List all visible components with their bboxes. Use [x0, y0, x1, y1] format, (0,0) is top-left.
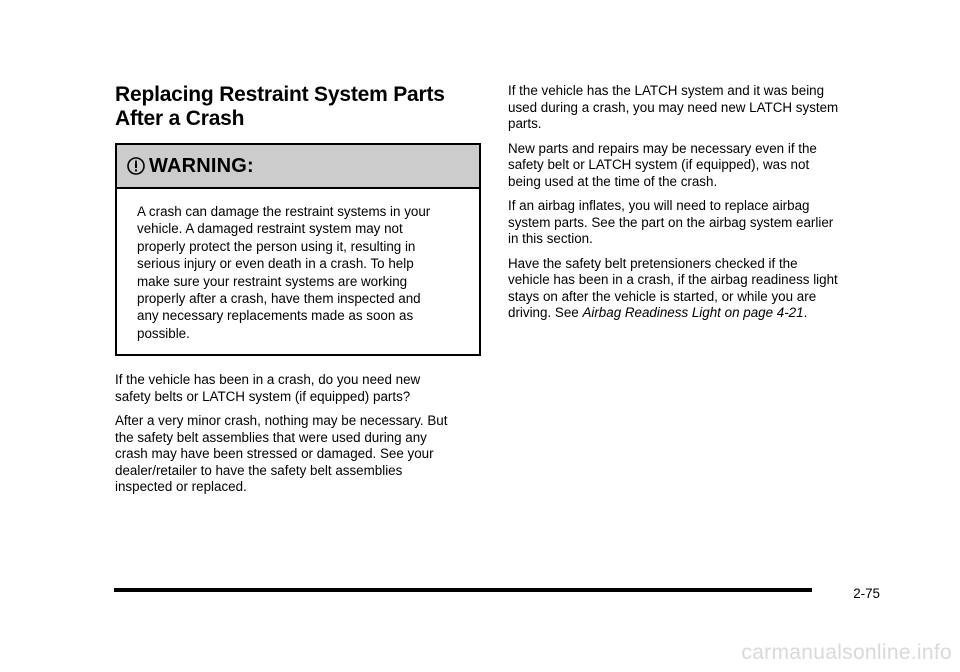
paragraph-minor-crash: After a very minor crash, nothing may be necessary. But the safety belt assemblies that were used during any crash may have been stressed or damaged. See your dealer/retailer to have the safety belt assemblies inspected or replaced. — [115, 413, 448, 495]
footer-rule — [114, 588, 812, 592]
warning-line: properly protect the person using it, resulting in — [137, 238, 416, 254]
warning-line: possible. — [137, 325, 190, 341]
paragraph-latch: If the vehicle has the LATCH system and it was being used during a crash, you may need new LATCH system parts. — [508, 83, 839, 131]
warning-text — [117, 189, 479, 354]
warning-header — [117, 145, 479, 189]
page-number: 2-75 — [853, 586, 880, 601]
section-heading — [115, 83, 481, 131]
warning-box — [115, 143, 481, 356]
warning-label: WARNING: — [149, 154, 254, 177]
warning-line: vehicle. A damaged restraint system may not — [137, 221, 403, 237]
warning-line: serious injury or even death in a crash. To help — [137, 256, 414, 272]
left-paragraphs — [115, 372, 481, 496]
paragraph-airbag: If an airbag inflates, you will need to replace airbag system parts. See the part on the airbag system earlier in this section. — [508, 198, 834, 246]
warning-line: A crash can damage the restraint systems in your — [137, 204, 431, 219]
pretensioner-last-line: driving. See Airbag Readiness Light on page 4-21. — [508, 305, 808, 320]
warning-line: any necessary replacements made as soon as — [137, 308, 414, 324]
watermark: carmanualsonline.info — [741, 641, 952, 664]
paragraph-pretensioners: Have the safety belt pretensioners checked if the vehicle has been in a crash, if the airbag readiness light stays on after the vehicle is started, or while you are driving. See Airbag Readiness Light on page 4-21. — [508, 256, 878, 322]
left-column — [115, 83, 481, 504]
right-column — [508, 83, 878, 330]
paragraph-crash-question: If the vehicle has been in a crash, do you need new safety belts or LATCH system (if equipped) parts? — [115, 372, 421, 404]
airbag-readiness-light-link[interactable]: Airbag Readiness Light on page 4-21 — [582, 305, 804, 320]
warning-triangle-icon — [127, 157, 145, 175]
warning-line: make sure your restraint systems are working — [137, 273, 408, 289]
heading-line-1: Replacing Restraint System Parts — [115, 83, 445, 106]
heading-line-2: After a Crash — [115, 107, 245, 130]
warning-line: properly after a crash, have them inspected and — [137, 291, 421, 307]
paragraph-new-parts: New parts and repairs may be necessary even if the safety belt or LATCH system (if equipped), was not being used at the time of the crash. — [508, 140, 817, 189]
